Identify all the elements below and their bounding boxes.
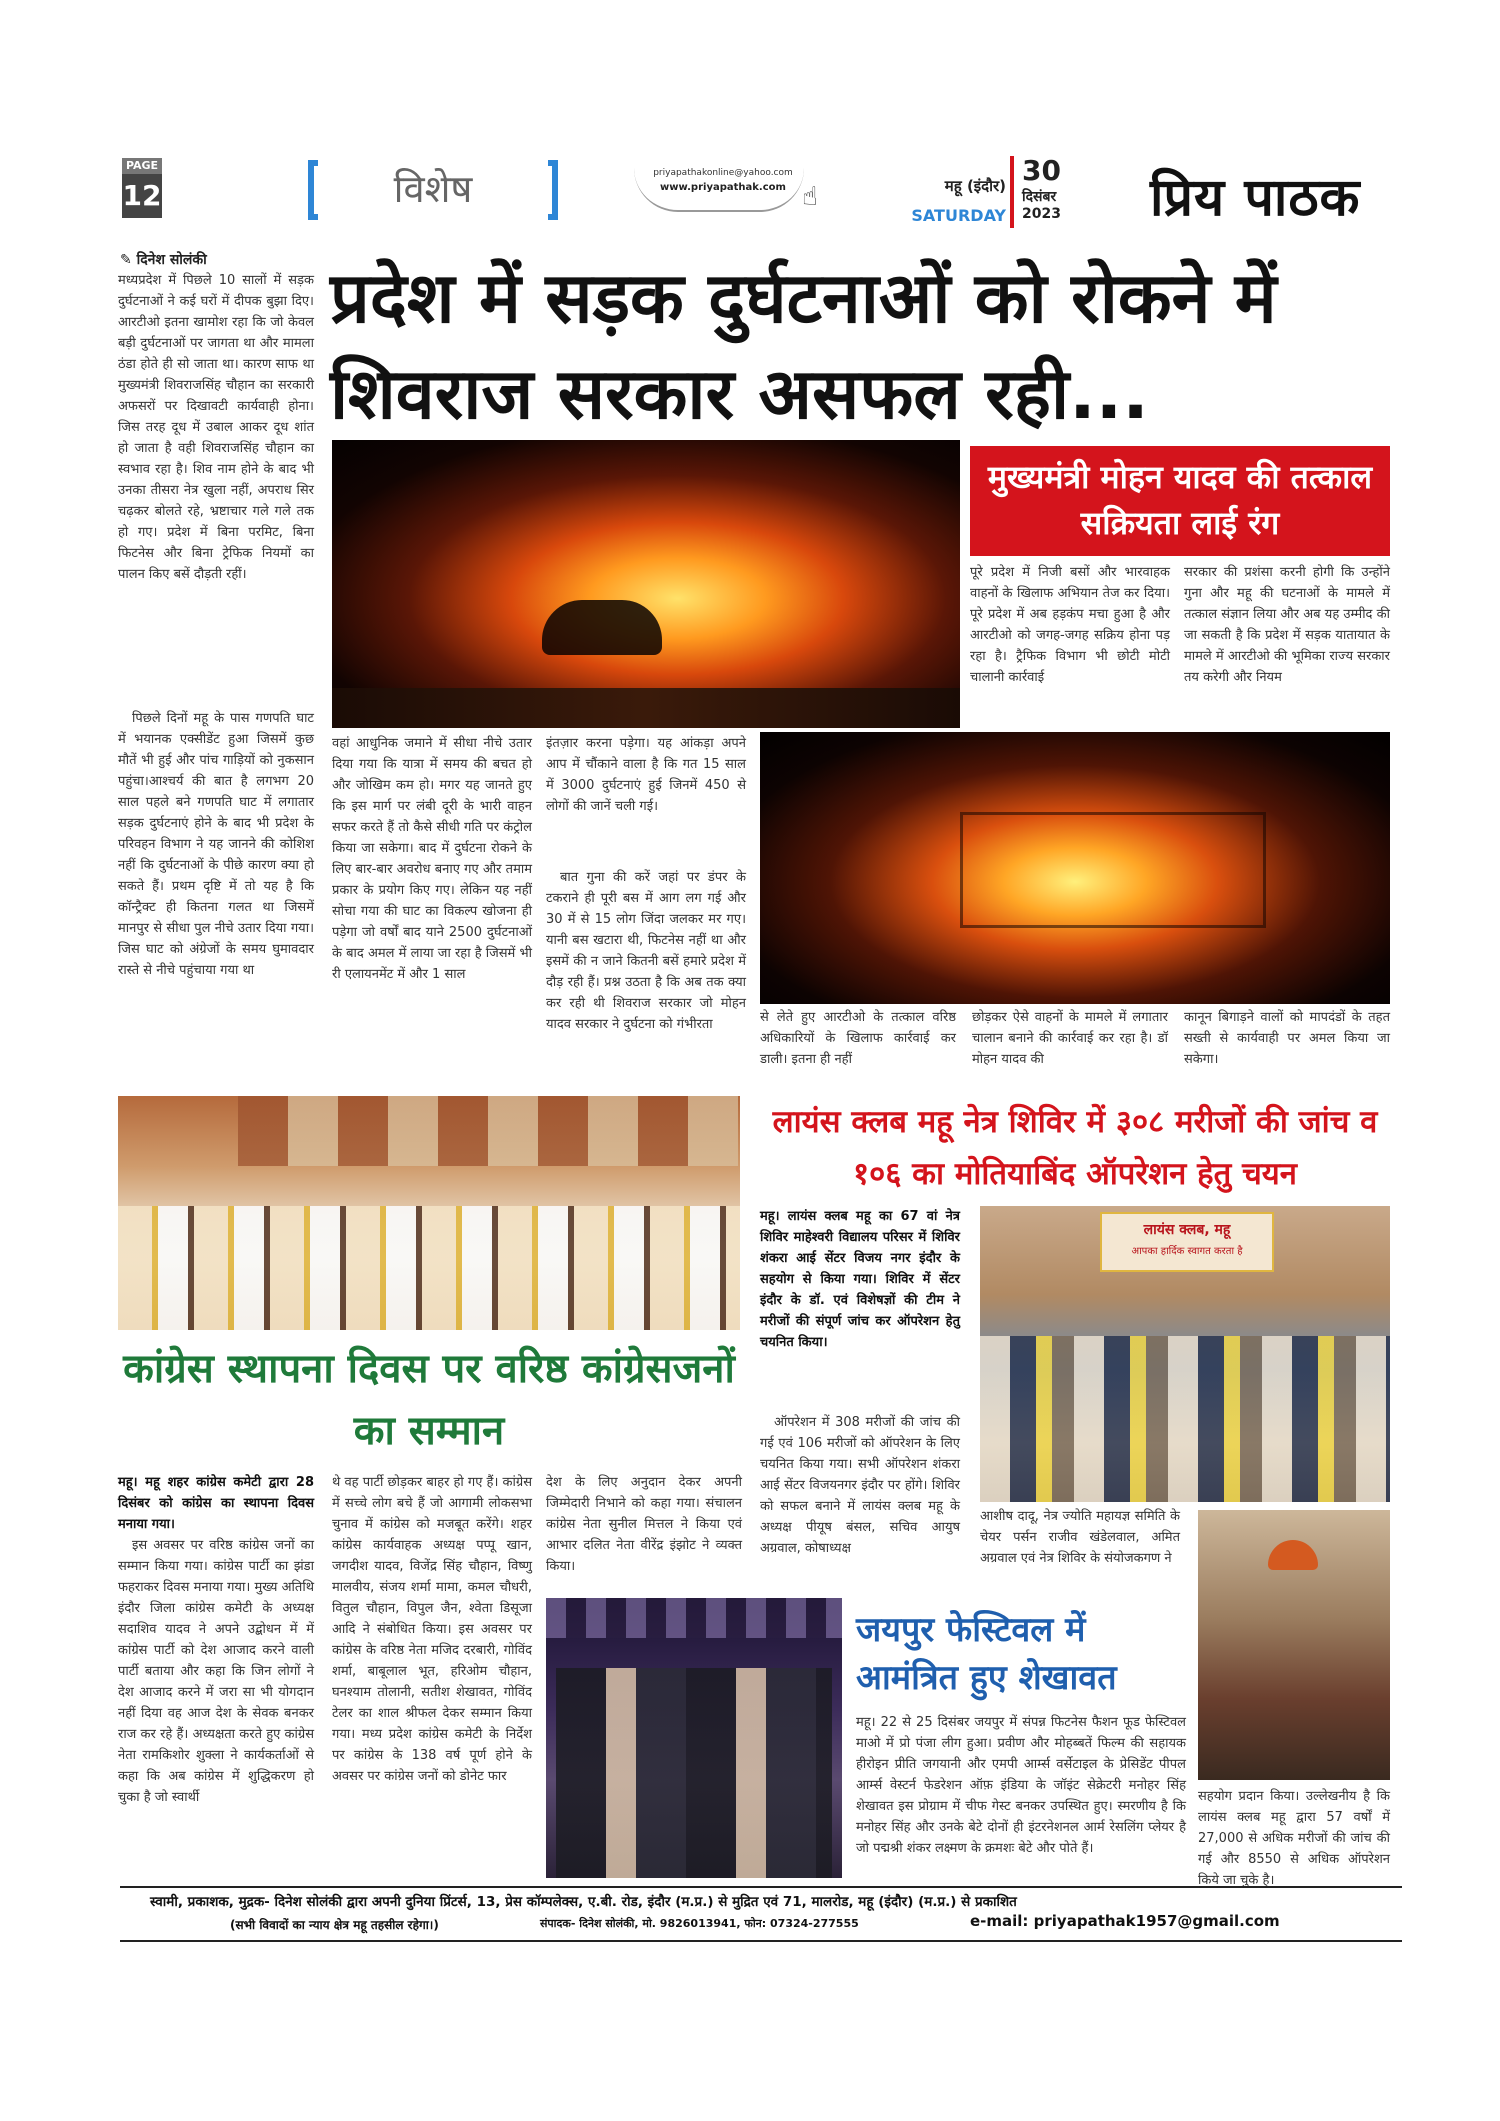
- side-story-headline-box: [970, 446, 1390, 556]
- paper-logo: प्रिय पाठक: [1150, 168, 1361, 228]
- footer-top-rule: [120, 1886, 1402, 1888]
- jaipur-body: महू। 22 से 25 दिसंबर जयपुर में संपन्न फिटनेस फैशन फूड फेस्टिवल माओ में प्रो पंजा लीग हुआ। प्रवीण और मोहब्बतें फिल्म की सहायक हीरोइन प्रीति जगयानी और एमपी आर्म्स वर्सेटाइल के प्रेसिडेंट पीपल आर्म्स वेस्टर्न फेडरेशन ऑफ़ इंडिया के जॉइंट सेक्रेटरी मनोहर सिंह शेखावत इस प्रोग्राम में चीफ गेस्ट बनकर उपस्थित हुए। स्मरणीय है कि मनोहर सिंह और उनके बेटे दोनों ही इंटरनेशनल आर्म रेसलिंग प्लेयर है जो पद्मश्री शंकर लक्ष्मण के क्रमशः बेटे और पोते हैं।: [856, 1715, 1186, 1856]
- date-year: 2023: [1022, 206, 1061, 222]
- date-box: [1022, 154, 1092, 222]
- date-day: 30: [1022, 154, 1061, 187]
- section-title: विशेष: [393, 167, 473, 211]
- date-month: दिसंबर: [1022, 189, 1057, 205]
- main-story-col3: इंतज़ार करना पड़ेगा। यह आंकड़ा अपने आप में चौंकाने वाला है कि गत 15 साल में 3000 दुर्घटनाएं हुई जिनमें 450 से लोगों की जानें चली गई।: [546, 736, 746, 814]
- author-byline: [120, 250, 207, 269]
- congress-headline: कांग्रेस स्थापना दिवस पर वरिष्ठ कांग्रेसजनों का सम्मान: [123, 1346, 735, 1454]
- lions-headline: लायंस क्लब महू नेत्र शिविर में ३०८ मरीजों की जांच व १०६ का मोतियाबिंद ऑपरेशन हेतु चयन: [772, 1104, 1378, 1192]
- lions-banner-sub: आपका हार्दिक स्वागत करता है: [1131, 1246, 1243, 1257]
- congress-col2: थे वह पार्टी छोड़कर बाहर हो गए हैं। कांग्रेस में सच्चे लोग बचे हैं जो आगामी लोकसभा चुनाव में कांग्रेस को मजबूत करेंगे। शहर कांग्रेस कार्यवाहक अध्यक्ष पप्पू खान, जगदीश यादव, विजेंद्र सिंह चौहान, विष्णु मालवीय, संजय शर्मा मामा, कमल चौधरी, वितुल चौहान, विपुल जैन, श्वेता डिसूजा आदि ने संबोधित किया। इस अवसर पर कांग्रेस के वरिष्ठ नेता मजिद दरबारी, गोविंद शर्मा, बाबूलाल भूत, हरिओम चौहान, घनश्याम तोलानी, सतीश शेखावत, गोविंद टेलर का शाल श्रीफल देकर सम्मान किया गया। मध्य प्रदेश कांग्रेस कमेटी के निर्देश पर कांग्रेस के 138 वर्ष पूर्ण होने के अवसर पर कांग्रेस जनों को डोनेट फार: [332, 1475, 532, 1784]
- bus-fire-photo-1: [332, 440, 960, 728]
- footer-jurisdiction: (सभी विवादों का न्याय क्षेत्र महू तहसील रहेगा।): [230, 1918, 439, 1932]
- contact-website[interactable]: www.priyapathak.com: [660, 182, 786, 193]
- section-bracket-right: [548, 160, 558, 220]
- section-label: [308, 158, 558, 224]
- congress-col1: महू। महू शहर कांग्रेस कमेटी द्वारा 28 दिसंबर को कांग्रेस का स्थापना दिवस मनाया गया। इस अवसर पर वरिष्ठ कांग्रेस जनों का सम्मान किया गया। कांग्रेस पार्टी का झंडा फहराकर दिवस मनाया गया। मुख्य अतिथि इंदौर जिला कांग्रेस कमेटी के अध्यक्ष सदाशिव यादव ने अपने उद्बोधन में में कांग्रेस पार्टी को देश आजाद करने वाली पार्टी बताया और कहा कि जिन लोगों ने देश आजाद करने में जरा सा भी योगदान नहीं दिया वह आज देश के सेवक बनकर राज कर रहे हैं। अध्यक्षता करते हुए कांग्रेस नेता रामकिशोर शुक्ला ने कार्यकर्ताओं से कहा कि अब कांग्रेस में शुद्धिकरण हो चुका है जो स्वार्थी: [118, 1475, 314, 1805]
- main-headline: प्रदेश में सड़क दुर्घटनाओं को रोकने में शिवराज सरकार असफल रही...: [330, 257, 1277, 435]
- date-place: [896, 176, 1006, 225]
- main-story-col5: छोड़कर ऐसे वाहनों के मामले में लगातार चालान बनाने की कार्रवाई कर रहा है। डॉ मोहन यादव की: [972, 1010, 1168, 1067]
- section-bracket-left: [308, 160, 318, 220]
- weekday: SATURDAY: [911, 206, 1006, 225]
- lions-col1: ऑपरेशन में 308 मरीजों की जांच की गई एवं 106 मरीजों को ऑपरेशन के लिए चयनित किया गया। सभी ऑपरेशन शंकरा आई सेंटर विजयनगर इंदौर पर होंगे। शिविर को सफल बनाने में लायंस क्लब महू के अध्यक्ष पीयूष बंसल, सचिव आयुष अग्रवाल, कोषाध्यक्ष: [760, 1415, 960, 1556]
- burning-car-shape: [542, 600, 662, 655]
- author-name: दिनेश सोलंकी: [136, 252, 207, 268]
- main-story-col1: मध्यप्रदेश में पिछले 10 सालों में सड़क दुर्घटनाओं ने कई घरों में दीपक बुझा दिए। आरटीओ इतना खामोश रहा कि जो केवल बड़ी दुर्घटनाओं पर जागता था और मामला ठंडा होते ही सो जाता था। कारण साफ था मुख्यमंत्री शिवराजसिंह चौहान का सरकारी अफसरों पर दिखावटी कार्यवाही होना। जिस तरह दूध में उबाल आकर दूध शांत हो जाता है वही शिवराजसिंह चौहान का स्वभाव रहा है। शिव नाम होने के बाद भी उनका तीसरा नेत्र खुला नहीं, अपराध सिर चढ़कर बोलते रहे, भ्रष्टाचार गले गले तक हो गए। प्रदेश में बिना परमिट, बिना फिटनेस और बिना ट्रेफिक नियमों का पालन किए बसें दौड़ती रहीं।: [118, 273, 314, 582]
- guest-figures: [556, 1668, 832, 1878]
- main-story-col4: से लेते हुए आरटीओ के तत्काल वरिष्ठ अधिकारियों के खिलाफ कार्रवाई कर डाली। इतना ही नहीं: [760, 1010, 956, 1067]
- place-name: महू (इंदौर): [944, 177, 1006, 195]
- patient-photo: [1198, 1510, 1390, 1780]
- bus-fire-photo-2: [760, 732, 1390, 1004]
- pointer-hand-icon: ☝: [802, 182, 818, 212]
- page-label: PAGE: [122, 158, 162, 174]
- stage-lights: [546, 1598, 842, 1638]
- page-number: 12: [122, 174, 162, 218]
- congress-col3: देश के लिए अनुदान देकर अपनी जिम्मेदारी निभाने को कहा गया। संचालन कांग्रेस नेता सुनील मित्तल ने किया एवं आभार दलित नेता वीरेंद्र इंझोट ने व्यक्त किया।: [546, 1475, 742, 1574]
- contact-email[interactable]: priyapathakonline@yahoo.com: [653, 168, 793, 178]
- footer-editor: संपादक- दिनेश सोलंकी, मो. 9826013941, फोन: 07324-277555: [540, 1917, 859, 1930]
- main-story-col6: कानून बिगाड़ने वालों को मापदंडों के तहत सख्ती से कार्यवाही पर अमल किया जा सकेगा।: [1184, 1010, 1390, 1067]
- jaipur-headline: जयपुर फेस्टिवल में आमंत्रित हुए शेखावत: [856, 1610, 1117, 1698]
- side-story-col2: सरकार की प्रशंसा करनी होगी कि उन्होंने गुना और महू की घटनाओं के मामले में तत्काल संज्ञान लिया और अब यह उम्मीद की जा सकती है कि प्रदेश में सड़क यातायात के मामले में आरटीओ की भूमिका राज्य सरकार तय करेगी और नियम: [1184, 565, 1390, 685]
- contact-box: [628, 168, 818, 218]
- lions-banner: [1100, 1212, 1274, 1272]
- lions-col3: सहयोग प्रदान किया। उल्लेखनीय है कि लायंस क्लब महू द्वारा 57 वर्षों में 27,000 से अधिक मरीजों की जांच की गई और 8550 से अधिक ऑपरेशन किये जा चुके है।: [1198, 1789, 1390, 1888]
- date-divider: [1010, 156, 1014, 228]
- portrait-strip: [238, 1096, 738, 1166]
- pen-icon: ✎: [120, 252, 132, 268]
- page-number-box: [122, 158, 162, 222]
- crowd-row: [118, 1206, 740, 1330]
- footer-imprint: स्वामी, प्रकाशक, मुद्रक- दिनेश सोलंकी द्वारा अपनी दुनिया प्रिंटर्स, 13, प्रेस कॉम्पलेक्स, ए.बी. रोड, इंदौर (म.प्र.) से मुद्रित एवं 71, मालरोड, महू (इंदौर) (म.प्र.) से प्रकाशित: [150, 1894, 1017, 1910]
- footer-email[interactable]: e-mail: priyapathak1957@gmail.com: [970, 1912, 1280, 1930]
- bus-frame-shape: [960, 812, 1266, 928]
- lions-lead: महू। लायंस क्लब महू का 67 वां नेत्र शिविर माहेश्वरी विद्यालय परिसर में शिविर शंकरा आई सेंटर विजय नगर इंदौर के सहयोग से किया गया। शिविर में सेंटर इंदौर के डॉ. एवं विशेषज्ञों की टीम ने मरीजों की संपूर्ण जांच कर ऑपरेशन हेतु चयनित किया।: [760, 1209, 960, 1350]
- jaipur-festival-photo: [546, 1598, 842, 1878]
- main-story-col2: वहां आधुनिक जमाने में सीधा नीचे उतार दिया गया कि यात्रा में समय की बचत हो और जोखिम कम हो। मगर यह जानते हुए कि इस मार्ग पर लंबी दूरी के भारी वाहन सफर करते हैं तो कैसे सीधी गति पर कंट्रोल किया जा सकेगा। बाद में दुर्घटना रोकने के लिए बार-बार अवरोध बनाए गए और तमाम प्रकार के प्रयोग किए गए। लेकिन यह नहीं सोचा गया की घाट का विकल्प खोजना ही पड़ेगा जो वर्षों बाद याने 2500 दुर्घटनाओं के बाद अमल में लाया जा रहा है जिसमें भी री एलायनमेंट में और 1 साल: [332, 736, 532, 982]
- side-story-headline: मुख्यमंत्री मोहन यादव की तत्काल सक्रियता लाई रंग: [987, 458, 1373, 542]
- lions-col2: आशीष दादू, नेत्र ज्योति महायज्ञ समिति के चेयर पर्सन राजीव खंडेलवाल, अमित अग्रवाल एवं नेत्र शिविर के संयोजकगण ने: [980, 1509, 1180, 1566]
- main-story-col3b: बात गुना की करें जहां पर डंपर के टकराने ही पूरी बस में आग लग गई और 30 में से 15 लोग जिंदा जलकर मर गए। यानी बस खटारा थी, फिटनेस नहीं था और इसमें की न जाने कितनी बसें हमारे प्रदेश में दौड़ रही हैं। प्रश्न उठता है कि अब तक क्या कर रही थी शिवराज सरकार जो मोहन यादव सरकार ने दुर्घटना को गंभीरता: [546, 870, 746, 1032]
- contact-arc: [634, 168, 804, 212]
- road-shape: [332, 688, 960, 728]
- lions-camp-photo: [980, 1206, 1390, 1502]
- side-story-col1: पूरे प्रदेश में निजी बसों और भारवाहक वाहनों के खिलाफ अभियान तेज कर दिया। पूरे प्रदेश में अब हड़कंप मचा हुआ है और आरटीओ को जगह-जगह सक्रिय होना पड़ रहा है। ट्रैफिक विभाग भी छोटी मोटी चालानी कार्रवाई: [970, 565, 1170, 685]
- main-story-col1b: पिछले दिनों महू के पास गणपति घाट में भयानक एक्सीडेंट हुआ जिसमें कुछ मौतें भी हुई और पांच गाड़ियों को नुकसान पहुंचा।आश्चर्य की बात है लगभग 20 साल पहले बने गणपति घाट में लगातार सड़क दुर्घटनाएं होने के बाद भी प्रदेश के परिवहन विभाग ने यह जानने की कोशिश नहीं कि दुर्घटनाओं के पीछे कारण क्या हो सकते हैं। प्रथम दृष्टि में तो यह है कि कॉन्ट्रैक्ट ही कितना गलत था जिसमें मानपुर से सीधा पुल नीचे उतार दिया गया। जिस घाट को अंग्रेजों के समय घुमावदार रास्ते से नीचे पहुंचाया गया था: [118, 711, 314, 978]
- lions-banner-title: लायंस क्लब, महू: [1143, 1222, 1231, 1238]
- people-row: [980, 1336, 1390, 1502]
- footer-bottom-rule: [120, 1940, 1402, 1942]
- congress-event-photo: [118, 1096, 740, 1330]
- turban-shape: [1268, 1540, 1318, 1570]
